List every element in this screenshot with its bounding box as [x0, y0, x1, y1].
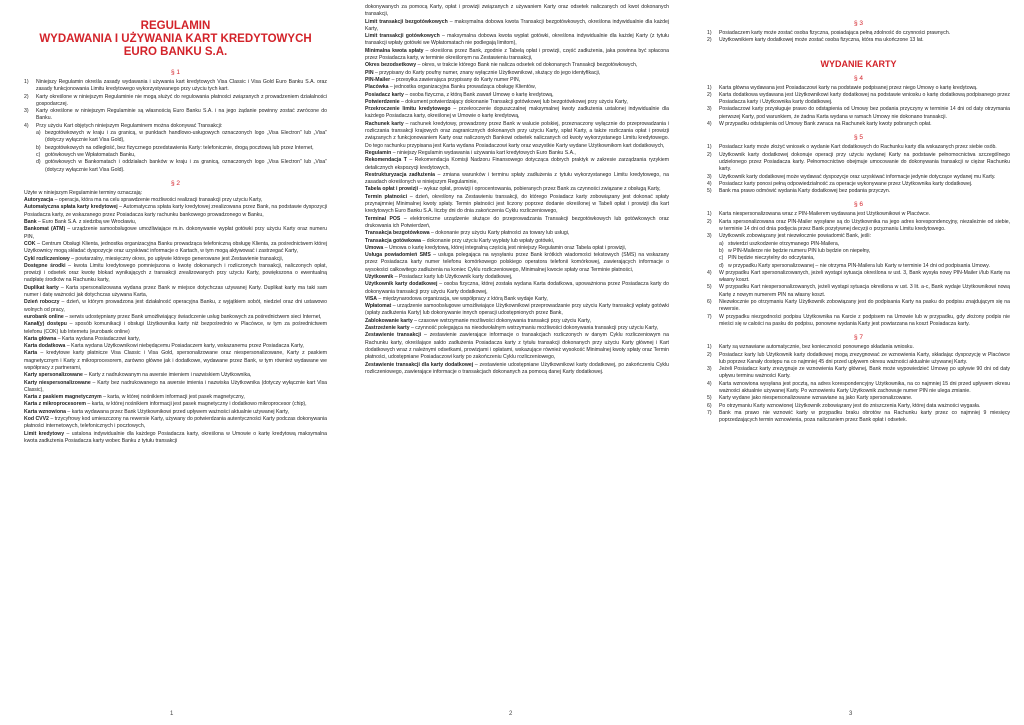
definition-term: Karty spersonalizowane — [24, 372, 83, 379]
definition-text: – osoba fizyczna, z którą Bank zawarł Umowę o kartę kredytową, — [403, 91, 554, 98]
definition-text: – Karta spersonalizowana wydana przez Bank w miejsce dotychczas używanej Karty. Duplikat karty ma taki sam numer i datę ważności jak dotychczas używana Karta, — [24, 284, 327, 299]
section-5-label: § 5 — [853, 134, 864, 142]
definition-text: – Karta wydana Posiadaczowi karty, — [56, 335, 140, 342]
definition-item — [365, 121, 669, 150]
definition-text: – przesyłka zawierająca przypisany do Karty numer PIN, — [390, 76, 521, 83]
definition-term: VISA — [365, 295, 377, 302]
definition-text: – jednostka organizacyjna Banku prowadząca obsługę Klientów, — [388, 84, 536, 91]
section-4-label: § 4 — [853, 74, 864, 82]
definition-term: Tabela opłat i prowizji — [365, 186, 419, 193]
definition-text: – Automatyczna spłata karty kredytowej zrealizowana przez Bank, na podstawie dyspozycji Posiadacza karty, ze wskazanego przez Posiadacza karty rachunku bankowego prowadzonego w Banku, — [24, 204, 327, 218]
page-2 — [341, 0, 683, 725]
list-item: 3) Karty określone w niniejszym Regulaminie są własnością Euro Banku S.A. i na jego żądanie powinny zostać zwrócone do Banku. — [24, 108, 327, 122]
definition-item — [365, 157, 669, 172]
definition-text: – dokonanie przy użyciu Karty wypłaty lub wpłaty gotówki, — [421, 237, 555, 244]
definition-text: – sposób komunikacji i obsługi Użytkownika karty niż bezpośrednio w Placówce, w tym za pośrednictwem telefonu (COK) lub Internetu (eurobank online) — [24, 321, 328, 335]
definition-text: – międzynarodowa organizacja, we współpracy z którą Bank wydaje Karty, — [377, 295, 548, 302]
definition-term: Dostępne środki — [24, 262, 66, 269]
section-6-label: § 6 — [853, 201, 864, 209]
definition-term: Autoryzacja — [24, 197, 54, 204]
definition-item — [365, 70, 669, 77]
list-item: 4) W przypadku odstąpienia od Umowy Bank zwraca na Rachunek karty kwoty pobranych opłat. — [707, 121, 932, 128]
definition-term: Regulamin — [365, 149, 392, 156]
definition-term: Karta z mikroprocesorem — [24, 401, 86, 408]
definition-text: – operacja, która ma na celu sprawdzenie możliwości realizacji transakcji przy użyciu Karty, — [53, 197, 263, 204]
definition-term: Zestawienie transakcji — [365, 332, 422, 339]
definition-text: – Posiadacz karty lub Użytkownik karty dodatkowej, — [393, 273, 513, 280]
definition-text: – urządzenie samoobsługowe umożliwiające m.in. dokonywanie wypłat gotówki przy użyciu Karty oraz numeru PIN, — [24, 226, 327, 240]
section-7-label: § 7 — [853, 334, 864, 342]
definition-text: – Umowa o kartę kredytową, której integralną częścią jest niniejszy Regulamin oraz Tabela opłat i prowizji, — [383, 244, 627, 251]
definition-text: – trzycyfrowy kod umieszczony na rewersie Karty, używany do potwierdzania autentyczności Karty podczas dokonywania płatności internetowych, telefonicznych i pocztowych, — [24, 416, 327, 430]
list-item: 2) Karty określone w niniejszym Regulaminie nie mogą służyć do regulowania płatności związanych z prowadzeniem działalności gospodarczej. — [24, 93, 327, 107]
definition-term: Minimalna kwota spłaty — [365, 47, 424, 54]
definition-term: Limit kredytowy — [24, 430, 65, 437]
sub-item: b) w PIN-Mailerze nie będzie numeru PIN lub będzie on niepełny, — [719, 247, 871, 254]
definition-term: Limit transakcji gotówkowych — [365, 33, 440, 40]
definition-item — [365, 245, 669, 252]
definition-term: Zestawienie transakcji dla karty dodatkowej — [365, 361, 474, 368]
list-item: 5) Bank ma prawo odmówić wydania Karty dodatkowej bez podania przyczyn. — [707, 188, 891, 195]
list-item: 3) Jeżeli Posiadacz karty zrezygnuje ze wznowienia Karty głównej, Bank może wypowiedzieć Umowę po upływie 90 dni od daty upływu terminu ważności Karty. — [707, 366, 1010, 380]
section-1-list — [24, 79, 327, 174]
definition-text: – dokument potwierdzający dokonanie Transakcji gotówkowej lub bezgotówkowej przy użyciu Karty, — [399, 98, 628, 105]
definition-text: – Euro Bank S.A. z siedzibą we Wrocławiu, — [36, 219, 137, 226]
list-item: 6) Niezwłocznie po otrzymaniu Karty Użytkownik zobowiązany jest do podpisania Karty na pasku do podpisu znajdującym się na rewersie. — [707, 299, 1010, 313]
definition-term: Transakcja gotówkowa — [365, 237, 421, 244]
definition-item — [24, 409, 327, 416]
sub-item: a) stwierdzi uszkodzenie otrzymanego PIN-Mailera, — [719, 240, 840, 247]
definition-text: – Rekomendacja Komisji Nadzoru Finansowego dotycząca dobrych praktyk w zakresie zarządzania ryzykiem detalicznych ekspozycji kredytowych, — [365, 157, 669, 171]
definition-item — [365, 296, 669, 303]
list-item: 1) Karty są wznawiane automatycznie, bez konieczności ponownego składania wniosku. — [707, 344, 914, 351]
definition-term: Potwierdzenie — [365, 98, 400, 105]
definition-text: – przypisany do Karty poufny numer, znany wyłącznie Użytkownikowi, służący do jego identyfikacji, — [373, 69, 601, 76]
definition-term: Karty niespersonalizowane — [24, 379, 91, 386]
definition-text: – zmiana warunków i terminu spłaty zadłużenia z tytułu wykorzystanego Limitu kredytowego, na zasadach określonych w niniejszym Regulaminie, — [365, 171, 669, 186]
definition-list — [365, 4, 669, 376]
definition-item — [24, 431, 327, 446]
definition-text: – maksymalna dobowa kwota Transakcji bezgotówkowych, określona indywidualnie dla każdej Karty, — [365, 18, 669, 32]
section-3-list — [707, 30, 1010, 45]
page-3 — [683, 0, 1024, 725]
page-1 — [0, 0, 341, 725]
sub-item: c) gotówkowych we Wpłatomatach Banku, — [36, 151, 136, 158]
list-item: 3) Posiadaczowi karty przysługuje prawo do odstąpienia od Umowy bez podania przyczyny w terminie 14 dni od daty otrzymania pierwszej Karty, pod warunkiem, że żadna Karta wydana w ramach Umowy nie dokonano transakcji. — [707, 106, 1010, 120]
definition-term: Restrukturyzacja zadłużenia — [365, 171, 435, 178]
definition-term: Kod CVV2 — [24, 416, 49, 423]
definition-text: – Centrum Obsługi Klienta, jednostka organizacyjna Banku prowadząca telefoniczną obsługę Klienta, za pośrednictwem której Użytkownicy mogą składać dyspozycje oraz uzyskiwać informacje o Kartach, w tym mogą aktywować i zastrzegać Karty, — [24, 240, 327, 255]
definition-term: Użytkownik karty dodatkowej — [365, 281, 438, 288]
list-item: 4) W przypadku Kart spersonalizowanych, jeżeli wystąpi sytuacja określona w ust. 3, Bank wysyła nowy PIN-Mailer i/lub Kartę na własny koszt. — [707, 269, 1010, 284]
definition-item — [365, 230, 669, 237]
list-item: 7) W przypadku niezgodności podpisu Użytkownika na Karcie z podpisem na Umowie lub w przypadku, gdy złożony podpis nie mieści się w całości na pasku do podpisu, ponowne wydania Karty jest powtarzana na koszt Posiadacza karty. — [707, 313, 1010, 327]
definition-item — [365, 150, 669, 157]
definition-item — [24, 314, 327, 321]
definition-item — [24, 343, 327, 350]
page-number: 3 — [849, 711, 853, 717]
definition-term: Bank — [24, 219, 37, 226]
definition-term: Zastrzeżenie karty — [365, 325, 410, 332]
definition-term: Termin płatności — [365, 193, 408, 200]
definition-item — [365, 186, 669, 193]
definition-term: Karta — [24, 350, 38, 357]
definition-text: – niniejszy Regulamin wydawania i używania kart kredytowych Euro Banku S.A., — [391, 149, 576, 156]
definition-term: Terminal POS — [365, 215, 401, 222]
definition-item — [24, 204, 327, 219]
definition-item — [365, 332, 669, 361]
definition-term: Karta główna — [24, 335, 57, 342]
definition-text: – kwota Limitu kredytowego pomniejszona o kwotę dokonanych i rozliczonych transakcji, naliczonych opłat, prowizji i odsetek oraz kwotę blokad wynikających z transakcji zrealizowanych przy użyciu Karty, powiększona o ewentualną nadpłatę środków na Rachunku karty, — [24, 262, 327, 284]
definition-term: Bankomat (ATM) — [24, 226, 66, 233]
page-number: 1 — [170, 711, 174, 717]
section-1-label: § 1 — [170, 69, 181, 76]
definition-term: Kanał(y) dostępu — [24, 321, 67, 328]
definition-text: – serwis udostępniany przez Bank umożliwiający świadczenie usług bankowych za pośrednictwem sieci Internet, — [63, 313, 322, 320]
definition-term: Duplikat karty — [24, 284, 59, 291]
title-line-3: EURO BANKU S.A. — [123, 46, 228, 58]
definition-term: PIN — [365, 69, 374, 76]
definition-term: Karta z paskiem magnetycznym — [24, 394, 102, 401]
definition-item — [24, 263, 327, 285]
definition-term: Rachunek karty — [365, 120, 404, 127]
definition-term: Okres bezodsetkowy — [365, 62, 417, 69]
definition-term: Limit transakcji bezgotówkowych — [365, 18, 448, 25]
definition-item — [365, 99, 669, 106]
definition-text: – czasowe wstrzymanie możliwości dokonywania transakcji przy użyciu Karty, — [412, 317, 591, 324]
definition-item — [365, 238, 669, 245]
definition-item — [365, 252, 669, 274]
document-title — [24, 20, 327, 59]
definition-text: – ustalona indywidualnie dla każdego Posiadacza karty, określona w Umowie o kartę kredytową maksymalna kwota zadłużenia Posiadacza karty wobec Banku z tytułu transakcji — [24, 430, 327, 444]
list-item: 2) Karta dodatkowa wydawana jest Użytkownikowi karty dodatkowej na podstawie wniosku o kartę dodatkową podpisanego przez Posiadacza karty i Użytkownika karty dodatkowej. — [707, 91, 1010, 106]
definition-item — [365, 77, 669, 84]
sub-item: b) bezgotówkowych na odległość, bez fizycznego przedstawienia Karty: telefonicznie, drogą pocztową lub przez Internet, — [36, 144, 314, 151]
definition-text: – przekroczenie dopuszczalnej maksymalnej kwoty zadłużenia ustalonej indywidualnie dla każdego Posiadacza karty, określonej w Umowie o kartę kredytową, — [365, 106, 669, 120]
section-2-label: § 2 — [170, 179, 181, 187]
definition-item — [365, 19, 669, 34]
section-7-list — [707, 344, 1010, 424]
definition-item — [365, 33, 669, 48]
list-item: 4) Karta wznowiona wysyłana jest pocztą, na adres korespondencyjny Użytkownika, na co najmniej 15 dni przed upływem okresu ważności aktualnie używanej Karty. Po wznowieniu Karty Użytkownik zachowuje numer PIN nie ulega zmianie. — [707, 380, 1010, 394]
list-item: 7) Bank ma prawo nie wznowić karty w przypadku braku obrotów na Rachunku karty przez co najmniej 9 miesięcy poprzedzających termin wznowienia, poza naliczaniem przez Bank opłat i odsetek. — [707, 409, 1010, 424]
definition-item — [365, 274, 669, 281]
definition-item — [365, 303, 669, 318]
list-item: 3) Użytkownik zobowiązany jest niezwłocznie powiadomić Bank, jeśli: — [707, 233, 872, 240]
definition-text: – karta, w której nośnikiem informacji jest pasek magnetyczny i dodatkowo mikroprocesor (chip), — [86, 401, 307, 408]
definition-term: Dzień roboczy — [24, 299, 60, 306]
definition-item — [24, 372, 327, 379]
definition-item — [365, 48, 669, 63]
definition-item — [24, 197, 327, 204]
definition-item — [24, 401, 327, 408]
definition-text: – zestawienie udostępniane Użytkownikowi karty dodatkowej, po zakończeniu Cyklu rozliczeniowego, zawierające informacje o transakcjach dokonanych za pomocą danej Karty dodatkowej. — [365, 361, 669, 375]
definition-text: – Karty bez nadrukowanego na awersie imienia i nazwiska Użytkownika (dotyczy wyłącznie kart Visa Classic), — [24, 379, 328, 393]
list-item: 2) Karta spersonalizowana oraz PIN-Mailer wysyłane są do Użytkownika na jego adres korespondencyjny, niezależnie od siebie, w terminie 14 dni od dnia podjęcia przez Bank pozytywnej decyzji o przyznaniu Limitu kredytowego. — [707, 218, 1010, 233]
definition-term: Zablokowanie karty — [365, 317, 413, 324]
definition-text: – karta wydawana przez Bank Użytkownikowi przed upływem ważności aktualnie używanej Karty, — [66, 408, 290, 415]
list-item: 5) W przypadku Kart niespersonalizowanych, jeżeli wystąpi sytuacja określona w ust. 3 lit. a-c, Bank wydaje Użytkownikowi nową Kartę z nowym numerem PIN na własny koszt. — [707, 284, 1010, 298]
definition-item — [365, 216, 669, 231]
definition-item — [24, 394, 327, 401]
definition-item — [365, 318, 669, 325]
definition-item — [24, 336, 327, 343]
definition-text: – osoba fizyczna, której została wydana Karta dodatkowa, upoważniona przez Posiadacza karty do dokonywania transakcji przy użyciu Karty dodatkowej, — [365, 281, 669, 295]
definition-text: – usługa polegająca na wysyłaniu przez Bank krótkich wiadomości tekstowych (SMS) na wskazany przez Posiadacza karty numer telefonu komórkowego polskiego operatora telefonii komórkowej, zawierających informacje o wysokości całkowitego zadłużenia na koniec Cyklu rozliczeniowego, Minimalnej kwocie spłaty oraz Terminie płatności, — [365, 252, 670, 273]
list-item: 1) Posiadacz karty może złożyć wniosek o wydanie Kart dodatkowych do Rachunku karty dla wskazanych przez siebie osób. — [707, 144, 997, 151]
list-item: 2) Posiadacz karty lub Użytkownik karty dodatkowej mogą zrezygnować ze wznowienia Karty, składając dyspozycję w Placówce lub poprzez Kanały dostępu na co najmniej 45 dni przed upływem okresu ważności aktualnie używanej Karty. — [707, 351, 1010, 365]
definition-term: PIN-Mailer — [365, 76, 391, 83]
list-item: 6) Po otrzymaniu Karty wznowionej Użytkownik zobowiązany jest do zniszczenia Karty, której data ważności wygasła. — [707, 402, 981, 409]
section-4-list — [707, 85, 1010, 129]
definition-term: Rekomendacja T — [365, 157, 407, 164]
definition-text: – okres, w trakcie którego Bank nie nalicza odsetek od dokonanych Transakcji bezgotówkowych, — [416, 62, 638, 69]
section-5-list — [707, 144, 1010, 195]
definition-text: – Karty z nadrukowanym na awersie imieniem i nazwiskiem Użytkownika, — [82, 372, 252, 379]
section-6-list — [707, 211, 1010, 328]
definition-text: – elektroniczne urządzenie służące do przeprowadzania Transakcji bezgotówkowych lub gotówkowych oraz drukowania ich Potwierdzeń, — [365, 215, 669, 229]
definition-item — [24, 219, 327, 226]
list-item: 3) Użytkownik karty dodatkowej może wydawać dyspozycje oraz uzyskiwać informacje jedynie dotyczące wydanej mu Karty. — [707, 173, 996, 180]
definition-text: – urządzenie samoobsługowe umożliwiające Użytkownikowi przeprowadzanie przy użyciu Karty transakcji wpłaty gotówki (spłaty zadłużenia Karty) lub dokonywanie innych operacji udostępnionych przez Bank, — [365, 303, 669, 317]
definition-text: – dzień, określony na Zestawieniu transakcji, do którego Posiadacz karty zobowiązany jest dokonać spłaty przynajmniej Minimalnej kwoty spłaty. Termin płatności jest liczony poprzez dodanie określonej w Tabeli opłat i prowizji dla kart kredytowych Euro Banku S.A. liczby dni do dnia zakończenia Cyklu rozliczeniowego, — [365, 193, 669, 215]
definition-term: Transakcja bezgotówkowa — [365, 230, 430, 237]
definition-item — [365, 4, 669, 19]
definition-item — [365, 92, 669, 99]
definition-text: – wykaz opłat, prowizji i oprocentowania, pobieranych przez Bank za czynności związane z obsługą Karty, — [418, 186, 661, 193]
definition-term: Przekroczenie limitu kredytowego — [365, 106, 451, 113]
sub-item: d) gotówkowych w Bankomatach i oddziałach banków w kraju i za granicą, oznaczonych logo „Visa Electron” lub „Visa” (dotyczy wyłącznie kart Visa Gold). — [36, 159, 327, 173]
definition-text: – zestawienie zawierające informacje o transakcjach rozliczonych w danym Cyklu rozliczeniowym na Rachunku karty, określające saldo zadłużenia Posiadacza karty z tytułu transakcji dokonanych przy użyciu Karty głównej i Kart dodatkowych wraz z należnymi odsetkami, prowizjami i opłatami, wskazujące również wysokość Minimalnej kwoty spłaty oraz Termin płatności, udostępniane Posiadaczowi karty po zakończeniu Cyklu rozliczeniowego, — [365, 332, 669, 361]
definition-item — [24, 350, 327, 372]
list-item: 1) Karta niespersonalizowana wraz z PIN-Mailerem wydawana jest Użytkownikowi w Placówce. — [707, 211, 931, 218]
definition-item — [365, 194, 669, 216]
definition-term: Karta wznowiona — [24, 408, 66, 415]
definition-item — [365, 281, 669, 296]
list-item: 1) Karta główna wydawana jest Posiadaczowi karty na podstawie podpisanej przez niego Umowy o kartę kredytową. — [707, 84, 978, 91]
definition-text: – rachunek kredytowy, prowadzony przez Bank w walucie polskiej, przeznaczony wyłącznie do przeprowadzania i rozliczania transakcji krajowych oraz zagranicznych dokonanych przy użyciu Karty, spłat Karty, a także rozliczania opłat i prowizji związanych z funkcjonowaniem Karty oraz naliczonych Bankowi odsetek naliczanych od kwoty wykorzystanego Limitu kredytowego. Do tego rachunku przypisana jest Karta wydana Posiadaczowi karty oraz wszystkie Karty wydane Użytkownikom kart dodatkowych, — [365, 120, 669, 149]
definition-text: dokonywanych za pomocą Karty, opłat i prowizji związanych z używaniem Karty oraz odsetek naliczanych od kwot dokonanych transakcji, — [365, 4, 669, 18]
list-item: 1) Posiadaczem karty może zostać osoba fizyczna, posiadająca pełną zdolność do czynności prawnych. — [707, 30, 951, 36]
list-item: 2) Użytkownikiem karty dodatkowej może zostać osoba fizyczna, która ma ukończone 13 lat. — [707, 37, 924, 44]
definition-item — [24, 241, 327, 256]
definition-item — [24, 226, 327, 241]
definition-text: – czynność polegająca na nieodwołalnym wstrzymaniu możliwości dokonywania transakcji przy użyciu Karty, — [409, 325, 659, 332]
definition-term: Wpłatomat — [365, 303, 392, 310]
definition-item — [365, 84, 669, 91]
sub-item: c) PIN będzie nieczytelny do odczytania, — [719, 255, 815, 262]
sub-item: d) w przypadku Karty spersonalizowanej – nie otrzyma PIN-Mailera lub Karty w terminie 14 dni od podpisania Umowy. — [719, 262, 990, 269]
definition-item — [365, 362, 669, 377]
list-item: 4) Posiadacz karty ponosi pełną odpowiedzialność za operacje wykonywane przez Użytkownika karty dodatkowej. — [707, 180, 973, 187]
definition-term: Użytkownik — [365, 273, 394, 280]
list-item: 2) Użytkownik karty dodatkowej dokonuje operacji przy użyciu wydanej Karty na podstawie pełnomocnictwa szczególnego udzielonego przez Posiadacza karty. Pełnomocnictwo obejmuje umocowanie do dokonywania transakcji w ciężar Rachunku karty. — [707, 151, 1010, 173]
definition-term: Umowa — [365, 244, 384, 251]
definition-item — [365, 106, 669, 121]
definition-text: – dokonanie przy użyciu Karty płatności za towary lub usługi, — [429, 230, 570, 237]
definition-item — [365, 172, 669, 187]
definition-term: Automatyczna spłata karty kredytowej — [24, 204, 118, 211]
page-number: 2 — [509, 711, 513, 717]
definition-term: eurobank online — [24, 313, 64, 320]
definition-term: Posiadacz karty — [365, 91, 404, 98]
title-line-1: REGULAMIN — [140, 20, 211, 32]
definition-item — [24, 256, 327, 263]
definition-item — [365, 325, 669, 332]
definition-text: – dzień, w którym prowadzona jest działalność operacyjna Banku, z wyjątkiem sobót, niedziel oraz dni ustawowo wolnych od pracy, — [24, 299, 327, 313]
definition-list — [24, 197, 327, 445]
list-item: 5) Karty wydane jako niespersonalizowane wznawiane są jako Karty spersonalizowane. — [707, 395, 913, 402]
definition-text: – powtarzalny, miesięczny okres, po upływie którego generowane jest Zestawienie transakcji, — [69, 255, 284, 262]
definition-item — [24, 285, 327, 300]
definition-term: Karta dodatkowa — [24, 343, 66, 350]
definition-term: Cykl rozliczeniowy — [24, 255, 70, 262]
definition-text: – kredytowe karty płatnicze Visa Classic i Visa Gold, spersonalizowane oraz niespersonalizowane, Karty z paskiem magnetycznym i Karty z mikroprocesorem, zarówno główne jak i dodatkowe, wydawane przez Bank, w tym również wydawane we współpracy z partnerami, — [24, 350, 327, 371]
definition-item — [24, 299, 327, 314]
definitions — [24, 190, 327, 445]
list-item: 1) Niniejszy Regulamin określa zasady wydawania i używania kart kredytowych Visa Classic i Visa Gold Euro Banku S.A. oraz zasady funkcjonowania Limitu kredytowego wykorzystywanego przy użyciu tych kart. — [24, 79, 327, 93]
definition-text: – Karta wydana Użytkownikowi niebędącemu Posiadaczem karty, wskazanemu przez Posiadacza Karty, — [65, 343, 304, 350]
section-heading: WYDANIE KARTY — [820, 58, 897, 69]
definition-item — [24, 321, 327, 336]
definition-item — [365, 62, 669, 69]
list-item: 4) Przy użyciu Kart objętych niniejszym Regulaminem można dokonywać Transakcji: — [24, 122, 223, 129]
definition-term: Placówka — [365, 84, 389, 91]
definition-term: Usługa powiadomień SMS — [365, 252, 431, 259]
sub-item: a) bezgotówkowych w kraju i za granicą, w punktach handlowo-usługowych oznaczonych logo „Visa Electron” lub „Visa” (dotyczy wyłącznie kart Visa Gold), — [36, 130, 327, 144]
definition-text: – maksymalna dobowa kwota wypłat gotówki, określona indywidualnie dla każdej Karty (z tytułu transakcji wpłaty gotówki we Wpłatomatach nie podlegają limitom), — [365, 33, 669, 47]
section-3-label: § 3 — [853, 20, 864, 27]
definition-text: – określona przez Bank, zgodnie z Tabelą opłat i prowizji, część zadłużenia, jaka powinna być spłacona przez Posiadacza karty, w terminie określonym na Zestawieniu transakcji, — [365, 47, 669, 62]
definition-item — [24, 380, 327, 395]
definition-term: COK — [24, 240, 36, 247]
definition-text: – karta, w której nośnikiem informacji jest pasek magnetyczny, — [101, 394, 245, 401]
title-line-2: WYDAWANIA I UŻYWANIA KART KREDYTOWYCH — [39, 33, 312, 45]
section-2-intro: Użyte w niniejszym Regulaminie terminy oznaczają: — [24, 189, 142, 196]
definition-item — [24, 416, 327, 431]
